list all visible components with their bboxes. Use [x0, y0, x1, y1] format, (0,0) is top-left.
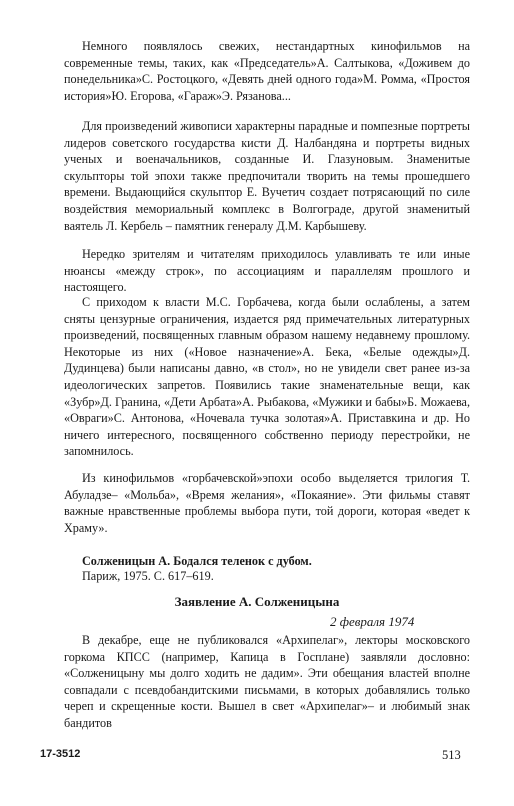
paragraph-text: Немного появлялось свежих, нестандартных кинофильмов на современные темы, таких, как «Председатель»А. Салтыкова, «Доживем до понедельника»С. Ростоцкого, «Девять дней одного года»М. Ромма, «Простоя история»Ю. Егорова, «Гараж»Э. Рязанова... [64, 39, 470, 103]
paragraph-abuladze [64, 470, 470, 536]
source-author-title: Солженицын А. Бодался теленок с дубом. [82, 554, 312, 568]
document-title: Заявление А. Солженицына [174, 594, 340, 609]
document-date: 2 февраля 1974 [330, 614, 415, 629]
paragraph-films [64, 38, 470, 104]
paragraph-painting [64, 118, 470, 234]
paragraph-text: Нередко зрителям и читателям приходилось улавливать те или иные нюансы «между строк», по ассоциациям и параллелям прошлого и настоящего. [64, 247, 470, 295]
paragraph-text: В декабре, еще не публиковался «Архипелаг», лекторы московского горкома КПСС (например, Капица в Госплане) заявляли дословно: «Солженицыну мы долго ходить не дадим». Эти обещания властей вполне совпадали с псевдобандитскими письмами, в которых добавлялись только череп и скрещенные кости. Вышел в свет «Архипелаг»– и любимый знак бандитов [64, 633, 470, 730]
paragraph-gorbachev [64, 294, 470, 460]
page-number: 513 [442, 748, 461, 762]
document-body [64, 632, 470, 732]
source-publication: Париж, 1975. С. 617–619. [82, 569, 214, 583]
source-citation [64, 554, 470, 584]
paragraph-text: Для произведений живописи характерны парадные и помпезные портреты лидеров советского государства кисти Д. Налбандяна и портреты видных ученых и военачальников, созданные И. Глазуновым. Знаменитые скульпторы той эпохи также предпочитали творить на темы прошедшего времени. Выдающийся скульптор Е. Вучетич создает потрясающий по силе воздействия мемориальный комплекс в Волгограде, другой знаменитый ваятель Л. Кербель – памятник генералу Д.М. Карбышеву. [64, 119, 470, 233]
paragraph-between-lines [64, 246, 470, 296]
paragraph-text: С приходом к власти М.С. Горбачева, когда были ослаблены, а затем сняты цензурные ограничения, издается ряд примечательных литературных произведений, посвященных главным образом нашему недавнему прошлому. Некоторые из них («Новое назначение»А. Бека, «Белые одежды»Д. Дудинцева) были написаны давно, «в стол», но не увидели свет ранее из-за идеологических запретов. Появились такие знаменательные вещи, как «Зубр»Д. Гранина, «Дети Арбата»А. Рыбакова, «Мужики и бабы»Б. Можаева, «Овраги»С. Антонова, «Ночевала тучка золотая»А. Приставкина и др. Но ничего интересного, посвященного собственно периоду перестройки, не запомнилось. [64, 295, 470, 459]
printing-signature: 17-3512 [40, 748, 81, 760]
paragraph-text: Из кинофильмов «горбачевской»эпохи особо выделяется трилогия Т. Абуладзе– «Мольба», «Время желания», «Покаяние». Эти фильмы ставят важные нравственные проблемы выбора пути, той дороги, которая «ведет к Храму». [64, 471, 470, 535]
